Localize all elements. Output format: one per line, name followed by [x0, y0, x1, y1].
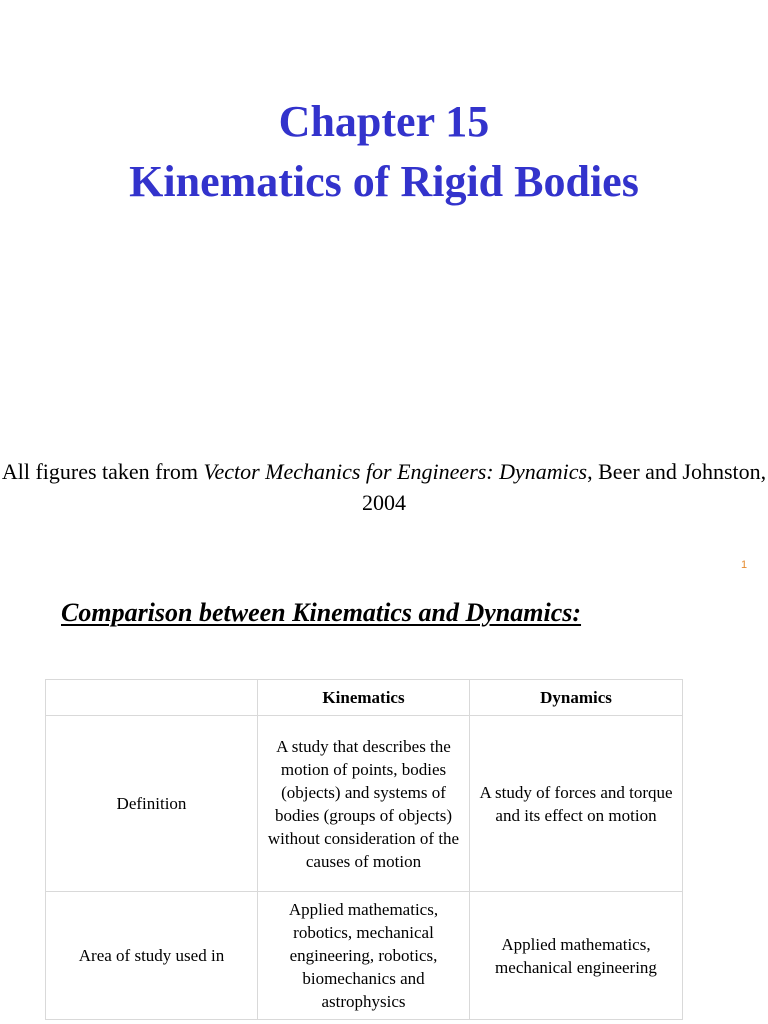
- row-label: Definition: [46, 716, 258, 892]
- chapter-title: [0, 92, 768, 212]
- table-row: [46, 892, 683, 1020]
- section-heading: Comparison between Kinematics and Dynamics:: [61, 598, 582, 627]
- row-label: Area of study used in: [46, 892, 258, 1020]
- kinematics-cell: A study that describes the motion of points, bodies (objects) and systems of bodies (groups of objects) without consideration of the causes of motion: [258, 716, 470, 892]
- comparison-table: [45, 679, 683, 1020]
- credit-book-title: Vector Mechanics for Engineers: Dynamics: [203, 459, 588, 484]
- figure-credit: [0, 456, 768, 518]
- dynamics-cell: A study of forces and torque and its effect on motion: [470, 716, 683, 892]
- table-header-row: [46, 680, 683, 716]
- chapter-number: Chapter 15: [278, 97, 490, 146]
- table-header-kinematics: Kinematics: [258, 680, 470, 716]
- page-number: 1: [741, 559, 748, 571]
- credit-suffix: , Beer and Johnston, 2004: [362, 459, 767, 515]
- table-header-dynamics: Dynamics: [470, 680, 683, 716]
- kinematics-cell: Applied mathematics, robotics, mechanical engineering, robotics, biomechanics and astrophysics: [258, 892, 470, 1020]
- table-row: [46, 716, 683, 892]
- dynamics-cell: Applied mathematics, mechanical engineering: [470, 892, 683, 1020]
- credit-prefix: All figures taken from: [1, 459, 204, 484]
- chapter-name: Kinematics of Rigid Bodies: [129, 157, 639, 206]
- table-header-empty: [46, 680, 258, 716]
